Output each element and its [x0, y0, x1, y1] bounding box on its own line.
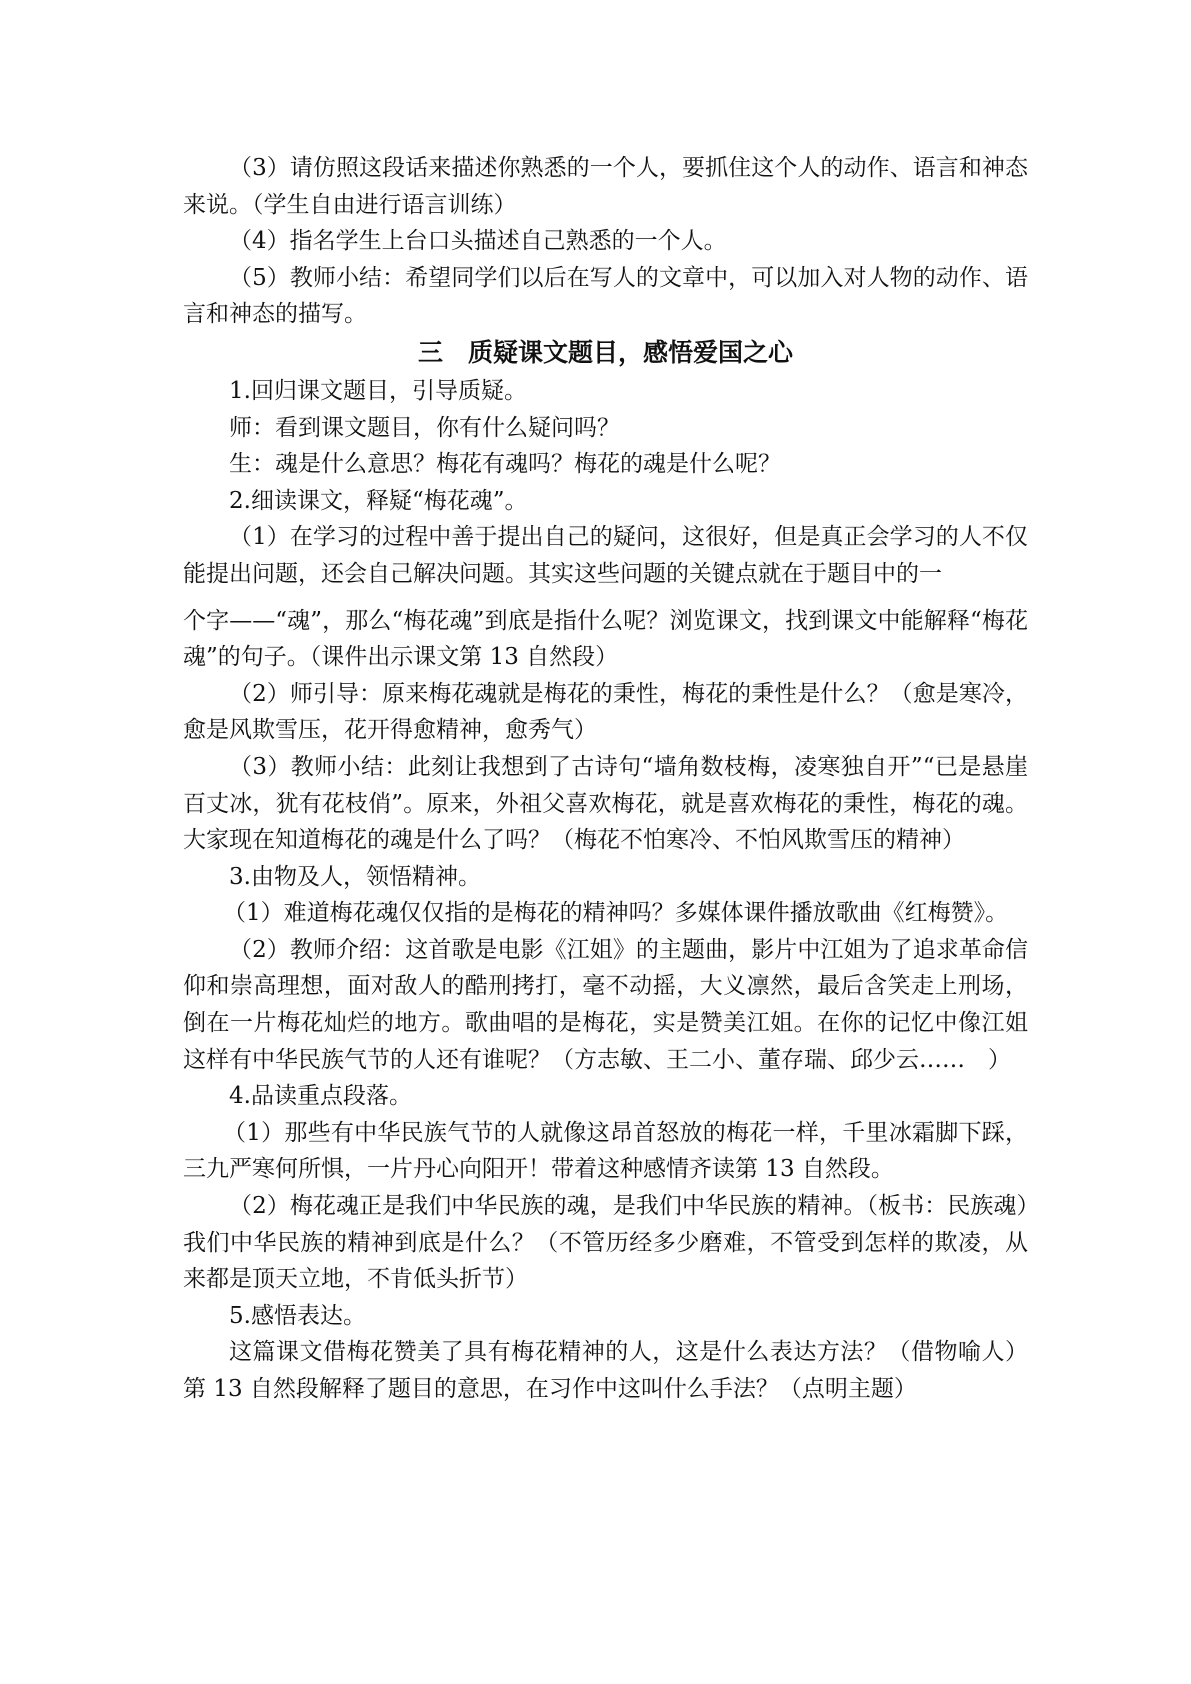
- document-body: [183, 150, 1028, 1408]
- paragraph-students-describe: （4）指名学生上台口头描述自己熟悉的一个人。: [229, 228, 727, 255]
- paragraph-student-question: 生：魂是什么意思？梅花有魂吗？梅花的魂是什么呢？: [229, 451, 781, 478]
- paragraph-soul-meaning: 个字——“魂”，那么“梅花魂”到底是指什么呢？浏览课文，找到课文中能解释“梅花魂”的句子。（课件出示课文第 13 自然段）: [183, 607, 1028, 671]
- paragraph-ask-questions: （1）在学习的过程中善于提出自己的疑问，这很好，但是真正会学习的人不仅能提出问题，还会自己解决问题。其实这些问题的关键点就在于题目中的一: [183, 524, 1028, 587]
- paragraph-national-soul: （2）梅花魂正是我们中华民族的魂，是我们中华民族的精神。（板书：民族魂）我们中华民族的精神到底是什么？（不管历经多少磨难，不管受到怎样的欺凌，从来都是顶天立地，不肯低头折节）: [183, 1193, 1028, 1293]
- paragraph-plum-nature: （2）师引导：原来梅花魂就是梅花的秉性，梅花的秉性是什么？（愈是寒冷，愈是风欺雪压，花开得愈精神，愈秀气）: [183, 680, 1028, 744]
- paragraph-read-together: （1）那些有中华民族气节的人就像这昂首怒放的梅花一样，千里冰霜脚下踩，三九严寒何所惧，一片丹心向阳开！带着这种感情齐读第 13 自然段。: [183, 1119, 1028, 1183]
- paragraph-teacher-question: 师：看到课文题目，你有什么疑问吗？: [229, 414, 620, 441]
- paragraph-step-4: 4.品读重点段落。: [229, 1083, 412, 1110]
- paragraph-poem-summary: （3）教师小结：此刻让我想到了古诗句“墙角数枝梅，凌寒独自开”“已是悬崖百丈冰，犹有花枝俏”。原来，外祖父喜欢梅花，就是喜欢梅花的秉性，梅花的魂。大家现在知道梅花的魂是什么了吗？（梅花不怕寒冷、不怕风欺雪压的精神）: [183, 753, 1028, 854]
- paragraph-jiang-jie: （2）教师介绍：这首歌是电影《江姐》的主题曲，影片中江姐为了追求革命信仰和崇高理想，面对敌人的酷刑拷打，毫不动摇，大义凛然，最后含笑走上刑场，倒在一片梅花灿烂的地方。歌曲唱的是梅花，实是赞美江姐。在你的记忆中像江姐这样有中华民族气节的人还有谁呢？（方志敏、王二小、董存瑞、邱少云…… ）: [183, 936, 1028, 1073]
- paragraph-step-1: 1.回归课文题目，引导质疑。: [229, 377, 527, 404]
- paragraph-step-5: 5.感悟表达。: [229, 1302, 366, 1329]
- paragraph-song: （1）难道梅花魂仅仅指的是梅花的精神吗？多媒体课件播放歌曲《红梅赞》。: [223, 900, 1009, 927]
- paragraph-describe-person: （3）请仿照这段话来描述你熟悉的一个人，要抓住这个人的动作、语言和神态来说。（学生自由进行语言训练）: [183, 155, 1028, 218]
- paragraph-step-2: 2.细读课文，释疑“梅花魂”。: [229, 487, 528, 514]
- paragraph-expression: 这篇课文借梅花赞美了具有梅花精神的人，这是什么表达方法？（借物喻人）第 13 自然段解释了题目的意思，在习作中这叫什么手法？（点明主题）: [183, 1339, 1028, 1402]
- paragraph-step-3: 3.由物及人，领悟精神。: [229, 863, 481, 890]
- section-heading: 三 质疑课文题目，感悟爱国之心: [417, 337, 793, 367]
- paragraph-teacher-summary: （5）教师小结：希望同学们以后在写人的文章中，可以加入对人物的动作、语言和神态的描写。: [183, 264, 1028, 328]
